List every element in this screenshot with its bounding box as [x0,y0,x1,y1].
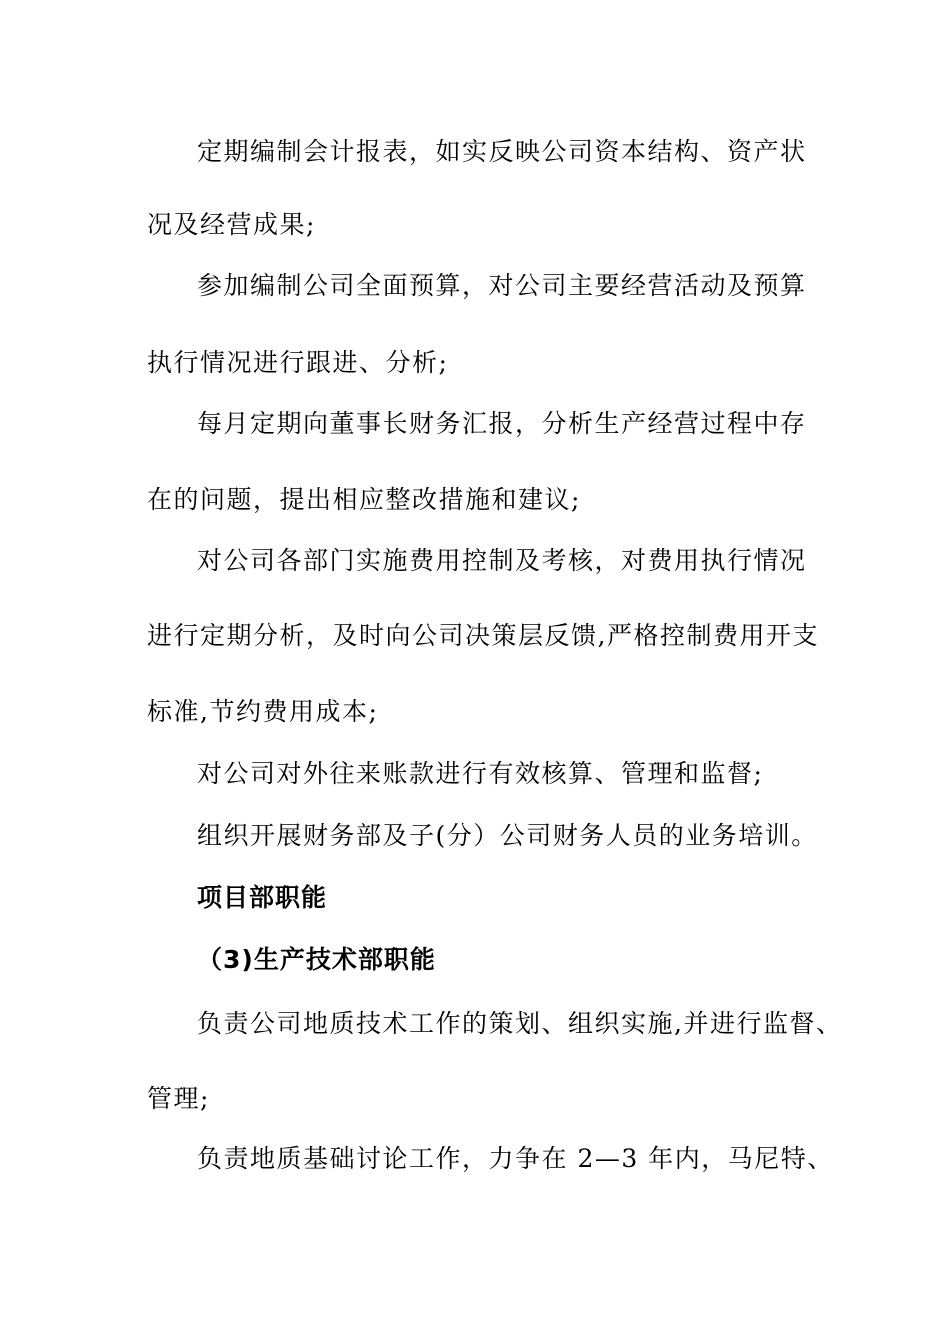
paragraph-line: 对公司对外往来账款进行有效核算、管理和监督; [197,759,764,788]
paragraph-line: 组织开展财务部及子(分）公司财务人员的业务培训。 [197,821,818,850]
paragraph-line: 对公司各部门实施费用控制及考核，对费用执行情况 [197,546,807,575]
paragraph-line: 负责地质基础讨论工作，力争在 2—3 年内，马尼特、 [197,1144,834,1173]
paragraph-line: 定期编制会计报表，如实反映公司资本结构、资产状 [197,137,807,166]
paragraph-line: 在的问题，提出相应整改措施和建议; [147,485,581,514]
paragraph-line: 负责公司地质技术工作的策划、组织实施,并进行监督、 [197,1009,843,1038]
paragraph-line: 标准,节约费用成本; [147,697,379,726]
section-heading: （3)生产技术部职能 [197,945,436,974]
paragraph-line: 进行定期分析，及时向公司决策层反馈,严格控制费用开支 [147,621,819,650]
section-heading: 项目部职能 [197,883,328,912]
paragraph-line: 执行情况进行跟进、分析; [147,348,449,377]
paragraph-line: 每月定期向董事长财务汇报，分析生产经营过程中存 [197,409,807,438]
paragraph-line: 参加编制公司全面预算，对公司主要经营活动及预算 [197,271,807,300]
paragraph-line: 况及经营成果; [147,210,316,239]
paragraph-line: 管理; [147,1084,210,1113]
